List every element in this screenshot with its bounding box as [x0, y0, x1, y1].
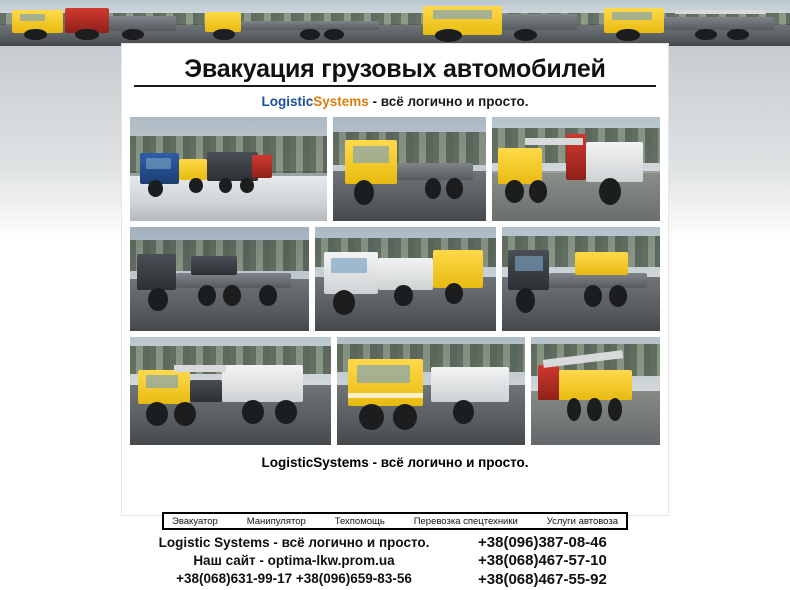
photo-yellow-man-truck-tractor-unit — [333, 117, 486, 221]
photo-grid — [130, 117, 660, 445]
top-strip-photo-3 — [395, 0, 593, 46]
contacts-left — [118, 534, 470, 589]
contacts-slogan: Logistic Systems - всё логично и просто. — [158, 535, 430, 550]
photo-lowboy-trailer — [198, 0, 396, 46]
poster-card — [122, 44, 668, 515]
photo-row-3 — [130, 337, 660, 445]
photo-yellow-man-recovery-truck-with-mercedes — [337, 337, 525, 445]
photo-yellow-heavy-recovery-truck — [593, 0, 790, 46]
contacts-phone-3: +38(068)467-55-92 — [478, 570, 607, 588]
tagline-bottom — [122, 455, 668, 470]
page-title: Эвакуация грузовых автомобилей — [184, 55, 606, 83]
contacts — [118, 534, 678, 589]
photo-heavy-recovery-crane-lifting-truck — [492, 117, 660, 221]
photo-row-2 — [130, 227, 660, 331]
photo-man-truck-carrying-wheel-loader — [502, 227, 660, 331]
top-photo-strip — [0, 0, 790, 46]
photo-blue-tow-truck-winter-road — [130, 117, 327, 221]
service-item-tech-help: Техпомощь — [334, 515, 385, 527]
brand-logistic-bottom: Logistic — [261, 455, 314, 471]
top-strip-photo-1 — [0, 0, 198, 46]
top-strip-photo-2 — [198, 0, 396, 46]
contacts-right — [478, 534, 678, 589]
contacts-website: Наш сайт - optima-lkw.prom.ua — [193, 552, 395, 568]
services-bar — [162, 512, 628, 530]
photo-flatbed-hauling-truck-cab — [130, 227, 309, 331]
contacts-phone-1: +38(096)387-08-46 — [478, 534, 607, 551]
service-item-evacuator: Эвакуатор — [172, 515, 218, 527]
brand-systems: Systems — [313, 94, 369, 110]
photo-white-tow-truck-loading-box-truck — [315, 227, 496, 331]
title-underline — [134, 85, 656, 87]
photo-row-1 — [130, 117, 660, 221]
tagline-bottom-text: - всё логично и просто. — [368, 455, 529, 471]
contacts-phone-2: +38(068)467-57-10 — [478, 552, 607, 570]
background-right — [668, 46, 790, 590]
photo-yellow-red-tow-truck — [0, 0, 198, 46]
photo-yellow-tow-truck-front — [395, 0, 593, 46]
service-item-special-equipment-transport: Перевозка спецтехники — [413, 515, 518, 527]
top-strip-photo-4 — [593, 0, 790, 46]
brand-systems-bottom: Systems — [313, 455, 369, 471]
photo-red-yellow-heavy-wrecker-crane — [531, 337, 661, 445]
contacts-phones-row: +38(068)631-99-17 +38(096)659-83-56 — [176, 570, 412, 586]
brand-logistic: Logistic — [261, 94, 314, 110]
background-left — [0, 46, 122, 590]
tagline-top — [122, 94, 668, 109]
photo-yellow-volvo-tow-truck-towing-cab — [130, 337, 331, 445]
tagline-text: - всё логично и просто. — [368, 94, 529, 110]
service-item-car-carrier: Услуги автовоза — [546, 515, 618, 527]
service-item-manipulator: Манипулятор — [246, 515, 306, 527]
